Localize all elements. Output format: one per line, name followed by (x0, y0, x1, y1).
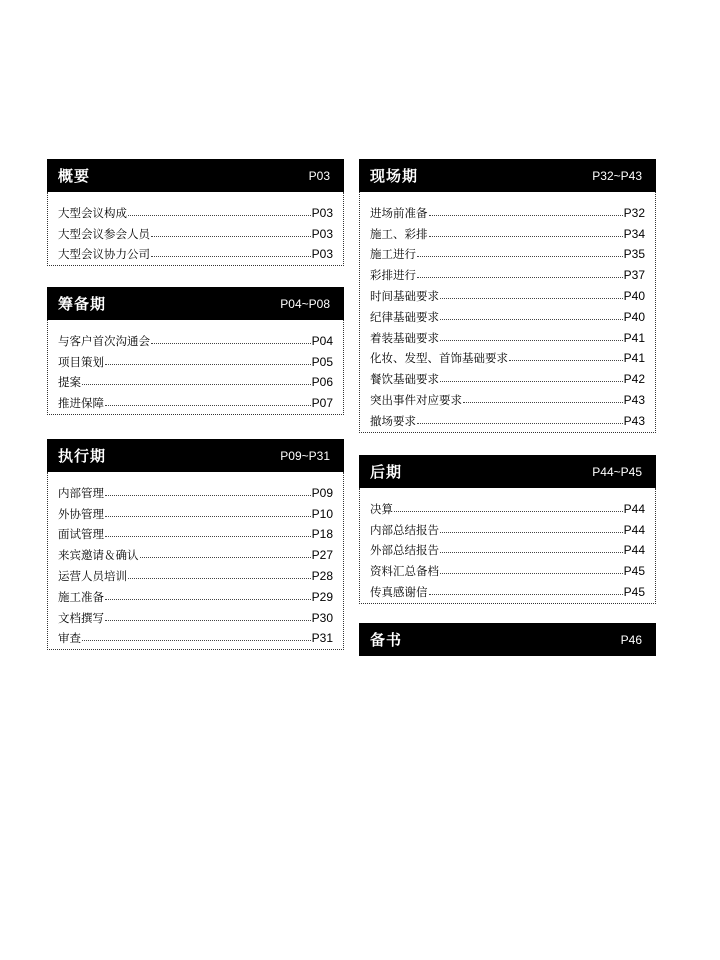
dot-leader (151, 343, 311, 344)
toc-entry[interactable] (370, 324, 645, 345)
dot-leader (105, 516, 311, 517)
section-notes (359, 623, 656, 656)
toc-entry-label: 突出事件对应要求 (370, 392, 462, 407)
toc-entry-label: 来宾邀请＆确认 (58, 548, 139, 563)
toc-entry[interactable] (370, 345, 645, 366)
toc-entry-page: P40 (623, 309, 645, 324)
toc-entry-page: P41 (623, 330, 645, 345)
toc-entry[interactable] (370, 303, 645, 324)
dot-leader (417, 423, 623, 424)
toc-entry[interactable] (58, 604, 333, 625)
toc-entry-label: 面试管理 (58, 527, 104, 542)
toc-entry[interactable] (370, 220, 645, 241)
section-header (359, 623, 656, 656)
dot-leader (440, 298, 623, 299)
toc-list (47, 472, 344, 650)
dot-leader (417, 256, 623, 257)
dot-leader (105, 599, 311, 600)
toc-entry-label: 内部管理 (58, 485, 104, 500)
section-header (359, 455, 656, 488)
section-header (359, 159, 656, 192)
toc-list (359, 488, 656, 604)
dot-leader (82, 384, 311, 385)
dot-leader (440, 532, 623, 533)
section-header (47, 439, 344, 472)
toc-entry-label: 化妆、发型、首饰基础要求 (370, 351, 508, 366)
section-title: 概要 (58, 167, 91, 185)
toc-entry[interactable] (370, 241, 645, 262)
toc-entry-page: P09 (311, 485, 333, 500)
dot-leader (105, 405, 311, 406)
toc-entry[interactable] (58, 241, 333, 262)
toc-entry-label: 提案 (58, 375, 81, 390)
toc-entry-page: P27 (311, 548, 333, 563)
toc-entry-label: 时间基础要求 (370, 288, 439, 303)
toc-entry[interactable] (58, 500, 333, 521)
toc-entry-page: P03 (311, 226, 333, 241)
toc-entry-page: P05 (311, 354, 333, 369)
toc-entry[interactable] (370, 537, 645, 558)
dot-leader (429, 215, 623, 216)
toc-entry-page: P06 (311, 375, 333, 390)
toc-entry[interactable] (370, 261, 645, 282)
toc-entry[interactable] (370, 495, 645, 516)
toc-entry[interactable] (58, 389, 333, 410)
toc-entry-page: P43 (623, 413, 645, 428)
toc-entry-label: 资料汇总备档 (370, 564, 439, 579)
section-page-range: P32~P43 (592, 168, 642, 183)
toc-entry-page: P03 (311, 247, 333, 262)
toc-entry-label: 大型会议构成 (58, 205, 127, 220)
section-execution (47, 439, 344, 650)
toc-entry[interactable] (370, 199, 645, 220)
section-page-range: P09~P31 (280, 448, 330, 463)
toc-entry-page: P44 (623, 522, 645, 537)
toc-entry-label: 传真感谢信 (370, 584, 428, 599)
toc-entry[interactable] (58, 541, 333, 562)
dot-leader (128, 215, 311, 216)
dot-leader (440, 573, 623, 574)
section-page-range: P44~P45 (592, 464, 642, 479)
toc-entry-label: 推进保障 (58, 396, 104, 411)
section-title: 筹备期 (58, 295, 107, 313)
toc-list (47, 192, 344, 266)
dot-leader (417, 277, 623, 278)
section-title: 现场期 (370, 167, 419, 185)
toc-entry-label: 运营人员培训 (58, 568, 127, 583)
toc-list (47, 320, 344, 415)
toc-entry[interactable] (370, 407, 645, 428)
section-title: 备书 (370, 631, 403, 649)
toc-entry-label: 大型会议参会人员 (58, 226, 150, 241)
dot-leader (440, 340, 623, 341)
toc-entry[interactable] (370, 557, 645, 578)
toc-entry-page: P45 (623, 564, 645, 579)
toc-entry-page: P45 (623, 584, 645, 599)
toc-entry-page: P41 (623, 351, 645, 366)
toc-entry-label: 撤场要求 (370, 413, 416, 428)
toc-entry-label: 餐饮基础要求 (370, 372, 439, 387)
dot-leader (509, 360, 623, 361)
dot-leader (429, 236, 623, 237)
dot-leader (440, 552, 623, 553)
dot-leader (394, 511, 623, 512)
toc-entry-page: P44 (623, 543, 645, 558)
toc-entry-label: 施工进行 (370, 247, 416, 262)
section-page-range: P04~P08 (280, 296, 330, 311)
toc-entry-page: P35 (623, 247, 645, 262)
toc-list (359, 192, 656, 433)
toc-entry-page: P04 (311, 333, 333, 348)
dot-leader (440, 319, 623, 320)
toc-entry-label: 内部总结报告 (370, 522, 439, 537)
toc-entry-page: P32 (623, 205, 645, 220)
toc-entry[interactable] (58, 220, 333, 241)
toc-entry-label: 文档撰写 (58, 610, 104, 625)
toc-entry[interactable] (58, 625, 333, 646)
toc-entry[interactable] (58, 562, 333, 583)
toc-entry[interactable] (58, 327, 333, 348)
toc-entry-page: P40 (623, 288, 645, 303)
dot-leader (105, 620, 311, 621)
toc-entry-label: 彩排进行 (370, 268, 416, 283)
toc-entry-label: 决算 (370, 501, 393, 516)
toc-entry-page: P28 (311, 568, 333, 583)
dot-leader (151, 236, 311, 237)
dot-leader (151, 256, 311, 257)
toc-entry-page: P18 (311, 527, 333, 542)
dot-leader (140, 557, 311, 558)
toc-entry-page: P30 (311, 610, 333, 625)
toc-entry-label: 着装基础要求 (370, 330, 439, 345)
toc-entry[interactable] (58, 479, 333, 500)
toc-entry[interactable] (58, 348, 333, 369)
toc-entry-label: 外协管理 (58, 506, 104, 521)
toc-entry-label: 纪律基础要求 (370, 309, 439, 324)
section-title: 执行期 (58, 447, 107, 465)
toc-entry-label: 进场前准备 (370, 205, 428, 220)
toc-entry-label: 施工准备 (58, 589, 104, 604)
toc-entry-page: P29 (311, 589, 333, 604)
dot-leader (128, 578, 311, 579)
toc-entry-page: P03 (311, 205, 333, 220)
dot-leader (82, 640, 311, 641)
section-header (47, 287, 344, 320)
toc-entry-label: 与客户首次沟通会 (58, 333, 150, 348)
toc-entry[interactable] (370, 386, 645, 407)
dot-leader (105, 495, 311, 496)
toc-entry[interactable] (370, 516, 645, 537)
toc-entry-label: 施工、彩排 (370, 226, 428, 241)
dot-leader (105, 364, 311, 365)
dot-leader (463, 402, 623, 403)
toc-entry-label: 外部总结报告 (370, 543, 439, 558)
toc-entry-label: 审查 (58, 631, 81, 646)
toc-entry[interactable] (58, 199, 333, 220)
toc-entry-page: P44 (623, 501, 645, 516)
section-page-range: P03 (308, 168, 330, 183)
dot-leader (429, 594, 623, 595)
toc-entry[interactable] (58, 583, 333, 604)
toc-entry-label: 项目策划 (58, 354, 104, 369)
section-header (47, 159, 344, 192)
section-title: 后期 (370, 463, 403, 481)
section-onsite (359, 159, 656, 433)
toc-entry-page: P31 (311, 631, 333, 646)
toc-entry-page: P34 (623, 226, 645, 241)
dot-leader (105, 536, 311, 537)
toc-entry-page: P37 (623, 268, 645, 283)
dot-leader (440, 381, 623, 382)
toc-entry-page: P07 (311, 396, 333, 411)
toc-entry-label: 大型会议协力公司 (58, 247, 150, 262)
toc-entry[interactable] (58, 521, 333, 542)
section-page-range: P46 (620, 632, 642, 647)
toc-entry-page: P42 (623, 372, 645, 387)
toc-entry[interactable] (370, 282, 645, 303)
toc-entry-page: P10 (311, 506, 333, 521)
section-overview (47, 159, 344, 266)
toc-entry[interactable] (58, 369, 333, 390)
toc-entry[interactable] (370, 578, 645, 599)
toc-entry[interactable] (370, 365, 645, 386)
section-post (359, 455, 656, 604)
section-prep (47, 287, 344, 415)
toc-entry-page: P43 (623, 392, 645, 407)
